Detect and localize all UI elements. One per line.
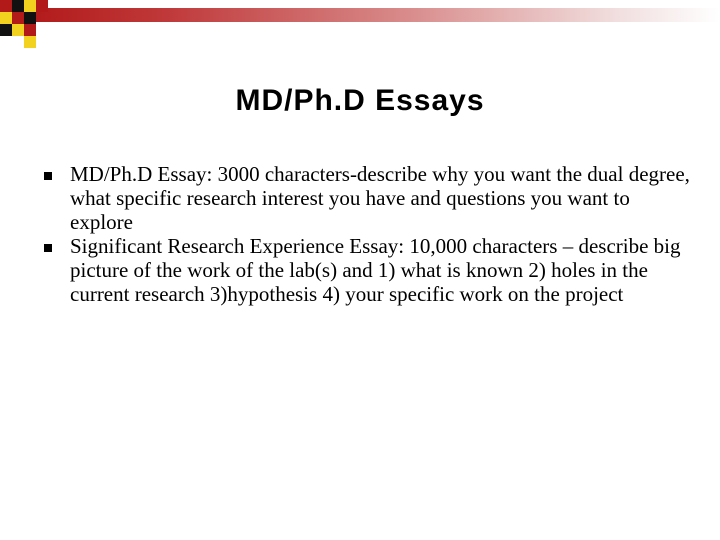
checker-square-icon xyxy=(24,36,36,48)
slide-title: MD/Ph.D Essays xyxy=(235,84,485,117)
list-item xyxy=(40,162,690,234)
checker-square-icon xyxy=(12,12,24,24)
header-gradient-bar xyxy=(30,8,720,22)
checker-square-icon xyxy=(24,24,36,36)
checker-square-icon xyxy=(24,12,36,24)
list-item xyxy=(40,234,690,306)
bullet-text: MD/Ph.D Essay: 3000 characters-describe why you want the dual degree, what specific research interest you have and questions you want to explore xyxy=(70,162,690,234)
checker-square-icon xyxy=(12,24,24,36)
checker-square-icon xyxy=(0,12,12,24)
bullet-text: Significant Research Experience Essay: 10,000 characters – describe big picture of the work of the lab(s) and 1) what is known 2) holes in the current research 3)hypothesis 4) your specific work on the project xyxy=(70,234,681,306)
checker-square-icon xyxy=(0,24,12,36)
checker-square-icon xyxy=(36,0,48,12)
header-decoration xyxy=(0,0,720,48)
checker-square-icon xyxy=(0,0,12,12)
checker-square-icon xyxy=(24,0,36,12)
square-bullet-icon xyxy=(44,244,52,252)
checker-square-icon xyxy=(12,0,24,12)
square-bullet-icon xyxy=(44,172,52,180)
bullet-list xyxy=(40,162,690,306)
